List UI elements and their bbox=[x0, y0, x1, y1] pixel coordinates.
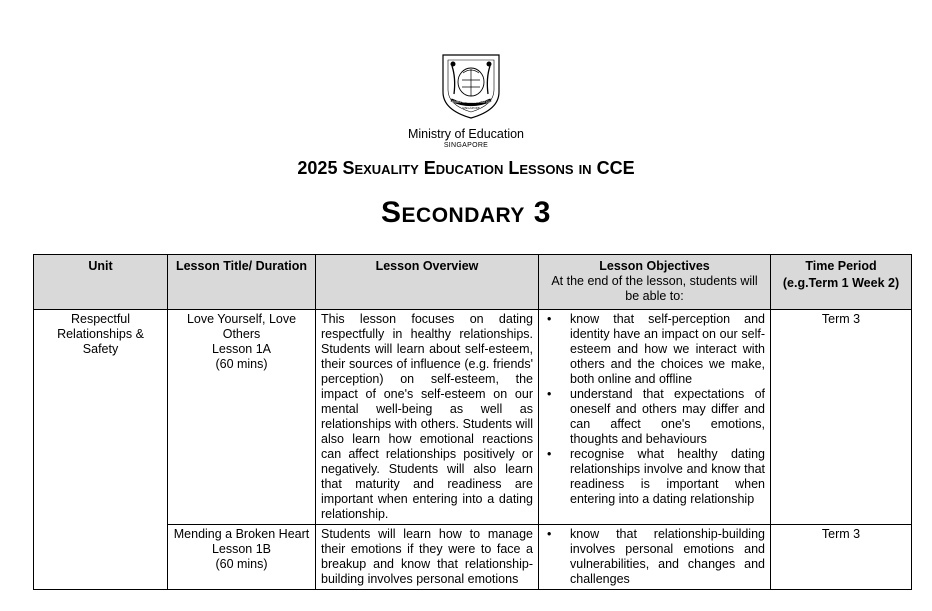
lesson-overview-cell bbox=[316, 525, 539, 590]
objectives-list bbox=[544, 312, 765, 507]
unit-cell: Respectful Relationships & Safety bbox=[34, 310, 168, 590]
objectives-list bbox=[544, 527, 765, 587]
ministry-country: SINGAPORE bbox=[443, 142, 489, 149]
lesson-title: Love Yourself, Love Others bbox=[186, 312, 297, 341]
time-period-cell: Term 3 bbox=[771, 310, 912, 525]
header-objectives-sub: At the end of the lesson, students will be able to: bbox=[551, 274, 758, 303]
lesson-objectives-cell bbox=[539, 310, 771, 525]
lesson-overview: This lesson focuses on dating respectfully in healthy relationships. Students will learn about self-esteem, their sources of influence (e.g. friends' perception) on self-esteem, the impact of one's self-esteem on our mental well-being as well as relationships with others. Students will also learn how emotional reactions can affect relationships positively or negatively. Students will also learn that maturity and readiness are important when entering into a dating relationship. bbox=[316, 310, 539, 525]
level-title: Secondary 3 bbox=[381, 196, 551, 229]
header-overview: Lesson Overview bbox=[316, 255, 539, 310]
document-title: 2025 Sexuality Education Lessons in CCE bbox=[297, 158, 635, 178]
lesson-duration: (60 mins) bbox=[215, 357, 268, 371]
header-time-period-sub: (e.g.Term 1 Week 2) bbox=[782, 276, 900, 290]
lesson-objectives-cell bbox=[539, 525, 771, 590]
svg-text:MINISTRY OF EDUCATION: MINISTRY OF EDUCATION bbox=[450, 100, 492, 104]
lesson-duration: (60 mins) bbox=[215, 557, 268, 571]
moe-crest-logo bbox=[439, 52, 503, 120]
header-lesson-title: Lesson Title/ Duration bbox=[168, 255, 316, 310]
time-period-cell: Term 3 bbox=[771, 525, 912, 590]
lesson-title: Mending a Broken Heart Lesson 1B bbox=[173, 527, 310, 556]
ministry-name: Ministry of Education bbox=[407, 127, 525, 141]
svg-text:SINGAPORE: SINGAPORE bbox=[462, 106, 480, 110]
header-objectives-title: Lesson Objectives bbox=[599, 259, 710, 273]
objective-item: • recognise what healthy dating relationships involve and know that readiness is important when entering into a dating relationship bbox=[544, 447, 765, 507]
header-time-period bbox=[771, 255, 912, 310]
lesson-title-cell bbox=[168, 310, 316, 525]
lesson-title-cell bbox=[168, 525, 316, 590]
objective-item: • know that self-perception and identity have an impact on our self-esteem and how we interact with others and the choices we make, both online and offline bbox=[544, 312, 765, 387]
header-unit: Unit bbox=[34, 255, 168, 310]
lessons-table bbox=[33, 254, 912, 590]
table-header-row bbox=[34, 255, 912, 310]
header-time-period-title: Time Period bbox=[805, 259, 877, 273]
lesson-number: Lesson 1A bbox=[211, 342, 272, 356]
lesson-overview: Students will learn how to manage their emotions if they were to face a breakup and know that relationship-building involves personal emotions bbox=[321, 527, 533, 586]
objective-item: • know that relationship-building involves personal emotions and vulnerabilities, and changes and challenges bbox=[544, 527, 765, 587]
table-row bbox=[34, 310, 912, 525]
objective-item: • understand that expectations of oneself and others may differ and can affect one's emotions, thoughts and behaviours bbox=[544, 387, 765, 447]
header-objectives bbox=[539, 255, 771, 310]
